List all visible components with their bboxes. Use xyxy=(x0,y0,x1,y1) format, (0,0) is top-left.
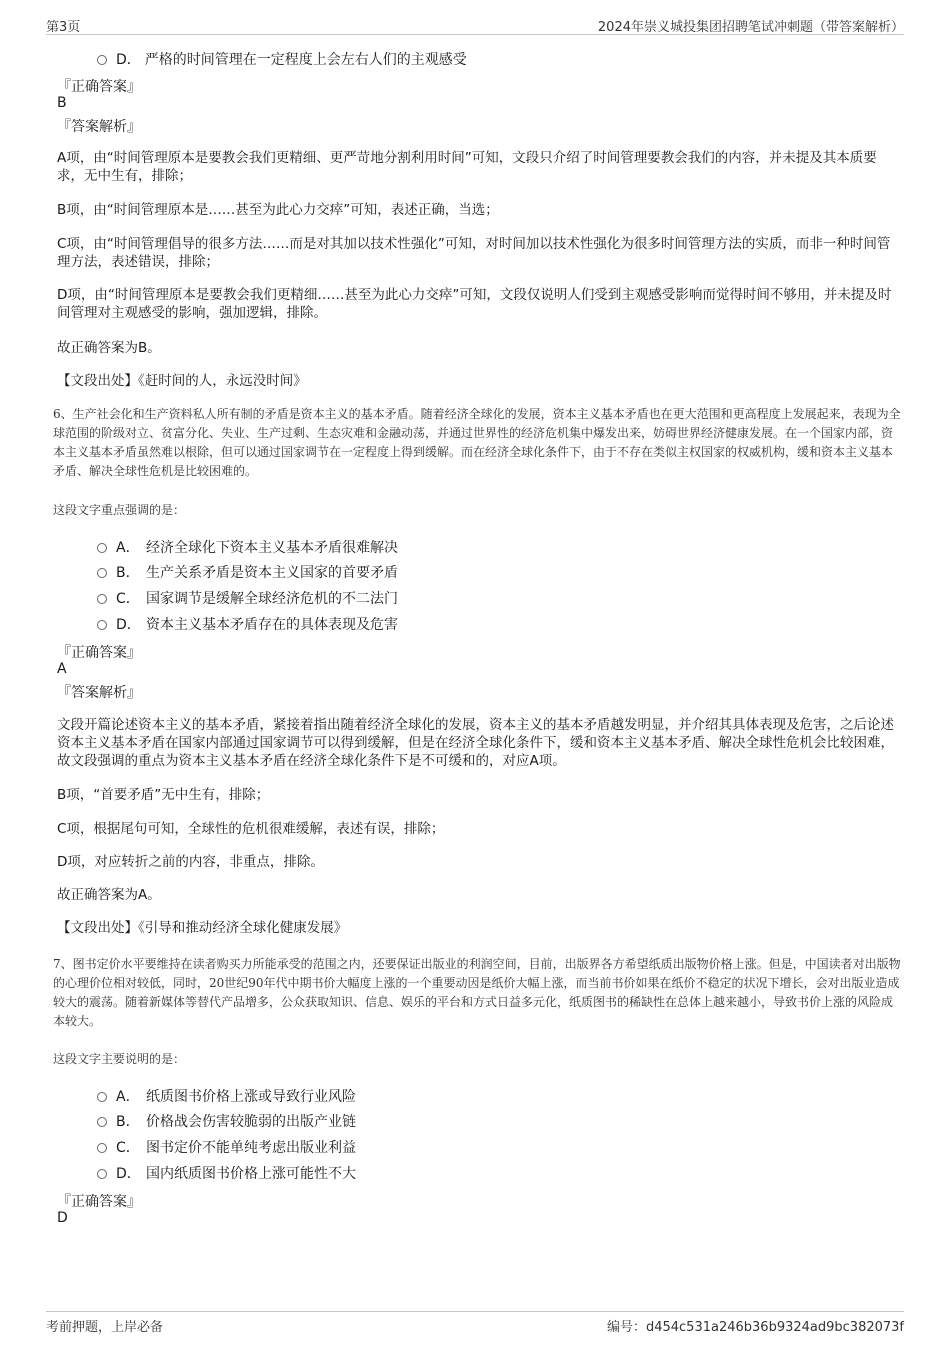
footer-slogan: 考前押题，上岸必备 xyxy=(46,1320,164,1335)
q6-option-d[interactable]: D． 资本主义基本矛盾存在的具体表现及危害 xyxy=(97,614,398,634)
radio-icon[interactable] xyxy=(97,543,107,553)
q5-answer: B xyxy=(57,95,67,111)
radio-icon[interactable] xyxy=(97,1092,107,1102)
radio-icon[interactable] xyxy=(97,620,107,630)
page-number: 第3页 xyxy=(46,20,81,35)
radio-icon[interactable] xyxy=(97,1169,107,1179)
q6-correct-answer-label: 『正确答案』 xyxy=(57,645,141,661)
q7-answer: D xyxy=(57,1210,68,1226)
page-header xyxy=(46,14,904,35)
q5-option-d[interactable]: D． 严格的时间管理在一定程度上会左右人们的主观感受 xyxy=(97,49,467,69)
radio-icon[interactable] xyxy=(97,568,107,578)
q7-option-a[interactable]: A． 纸质图书价格上涨或导致行业风险 xyxy=(97,1086,356,1106)
q7-option-b[interactable]: B． 价格战会伤害较脆弱的出版产业链 xyxy=(97,1111,356,1131)
q5-analysis-a: A项，由“时间管理原本是要教会我们更精细、更严苛地分割利用时间”可知，文段只介绍了时间管理要教会我们的内容，并未提及其本质要求，无中生有，排除； xyxy=(57,150,877,184)
q5-analysis-d: D项，由“时间管理原本是要教会我们更精细……甚至为此心力交瘁”可知，文段仅说明人们受到主观感受影响而觉得时间不够用，并未提及时间管理对主观感受的影响，强加逻辑，排除。 xyxy=(57,287,892,321)
q6-option-b[interactable]: B． 生产关系矛盾是资本主义国家的首要矛盾 xyxy=(97,562,398,582)
q6-analysis-b: B项，“首要矛盾”无中生有，排除； xyxy=(57,787,270,803)
q6-source: 【文段出处】《引导和推动经济全球化健康发展》 xyxy=(57,920,348,936)
q5-conclusion: 故正确答案为B。 xyxy=(57,340,161,356)
q7-option-c[interactable]: C． 图书定价不能单纯考虑出版业利益 xyxy=(97,1137,356,1157)
q6-analysis-c: C项，根据尾句可知，全球性的危机很难缓解，表述有误，排除； xyxy=(57,821,445,837)
q5-analysis-c: C项，由“时间管理倡导的很多方法……而是对其加以技术性强化”可知，对时间加以技术性强化为很多时间管理方法的实质，而非一种时间管理方法，表述错误，排除； xyxy=(57,236,891,270)
q7-text: 7、图书定价水平要维持在读者购买力所能承受的范围之内，还要保证出版业的利润空间，目前，出版界各方希望纸质出版物价格上涨。但是，中国读者对出版物的心理价位相对较低，同时，20世纪90年代中期书价大幅度上涨的一个重要动因是纸价大幅上涨，而当前书价如果在纸价不稳定的状况下增长，会对出版业造成较大的震荡。随着新媒体等替代产品增多，公众获取知识、信息、娱乐的平台和方式日益多元化，纸质图书的稀缺性在总体上越来越小，导致书价上涨的风险成本较大。 xyxy=(53,957,901,1028)
q6-conclusion: 故正确答案为A。 xyxy=(57,887,161,903)
radio-icon[interactable] xyxy=(97,1143,107,1153)
q6-answer: A xyxy=(57,661,67,677)
q6-analysis-label: 『答案解析』 xyxy=(57,685,141,701)
radio-icon[interactable] xyxy=(97,55,107,65)
q6-option-a[interactable]: A． 经济全球化下资本主义基本矛盾很难解决 xyxy=(97,537,398,557)
q6-prompt: 这段文字重点强调的是： xyxy=(53,503,186,517)
radio-icon[interactable] xyxy=(97,594,107,604)
q7-option-d[interactable]: D． 国内纸质图书价格上涨可能性不大 xyxy=(97,1163,356,1183)
code-label: 编号： xyxy=(606,1320,646,1335)
q7-correct-answer-label: 『正确答案』 xyxy=(57,1194,141,1210)
q5-source: 【文段出处】《赶时间的人，永远没时间》 xyxy=(57,373,307,389)
radio-icon[interactable] xyxy=(97,1117,107,1127)
q5-analysis-label: 『答案解析』 xyxy=(57,119,141,135)
q5-correct-answer-label: 『正确答案』 xyxy=(57,79,141,95)
q6-analysis-d: D项，对应转折之前的内容，非重点，排除。 xyxy=(57,854,324,870)
code-value: d454c531a246b36b9324ad9bc382073f xyxy=(645,1320,904,1335)
q7-prompt: 这段文字主要说明的是： xyxy=(53,1052,186,1066)
document-code xyxy=(607,1316,904,1335)
q6-text: 6、生产社会化和生产资料私人所有制的矛盾是资本主义的基本矛盾。随着经济全球化的发展，资本主义基本矛盾也在更大范围和更高程度上发展起来，表现为全球范围的阶级对立、贫富分化、失业、生产过剩、生态灾难和金融动荡，并通过世界性的经济危机集中爆发出来，妨碍世界经济健康发展。在一个国家内部，资本主义基本矛盾虽然难以根除，但可以通过国家调节在一定程度上得到缓解。而在经济全球化条件下，由于不存在类似主权国家的权威机构，缓和资本主义基本矛盾、解决全球性危机是比较困难的。 xyxy=(53,407,901,478)
q6-option-c[interactable]: C． 国家调节是缓解全球经济危机的不二法门 xyxy=(97,588,398,608)
q6-analysis-main: 文段开篇论述资本主义的基本矛盾，紧接着指出随着经济全球化的发展，资本主义的基本矛盾越发明显，并介绍其具体表现及危害，之后论述资本主义基本矛盾在国家内部通过国家调节可以得到缓解，但是在经济全球化条件下，缓和资本主义基本矛盾、解决全球性危机会比较困难，故文段强调的重点为资本主义基本矛盾在经济全球化条件下是不可缓和的，对应A项。 xyxy=(57,717,894,769)
q5-analysis-b: B项，由“时间管理原本是……甚至为此心力交瘁”可知，表述正确，当选； xyxy=(57,202,499,218)
document-title: 2024年崇义城投集团招聘笔试冲刺题（带答案解析） xyxy=(597,20,904,35)
page-footer xyxy=(46,1311,904,1336)
